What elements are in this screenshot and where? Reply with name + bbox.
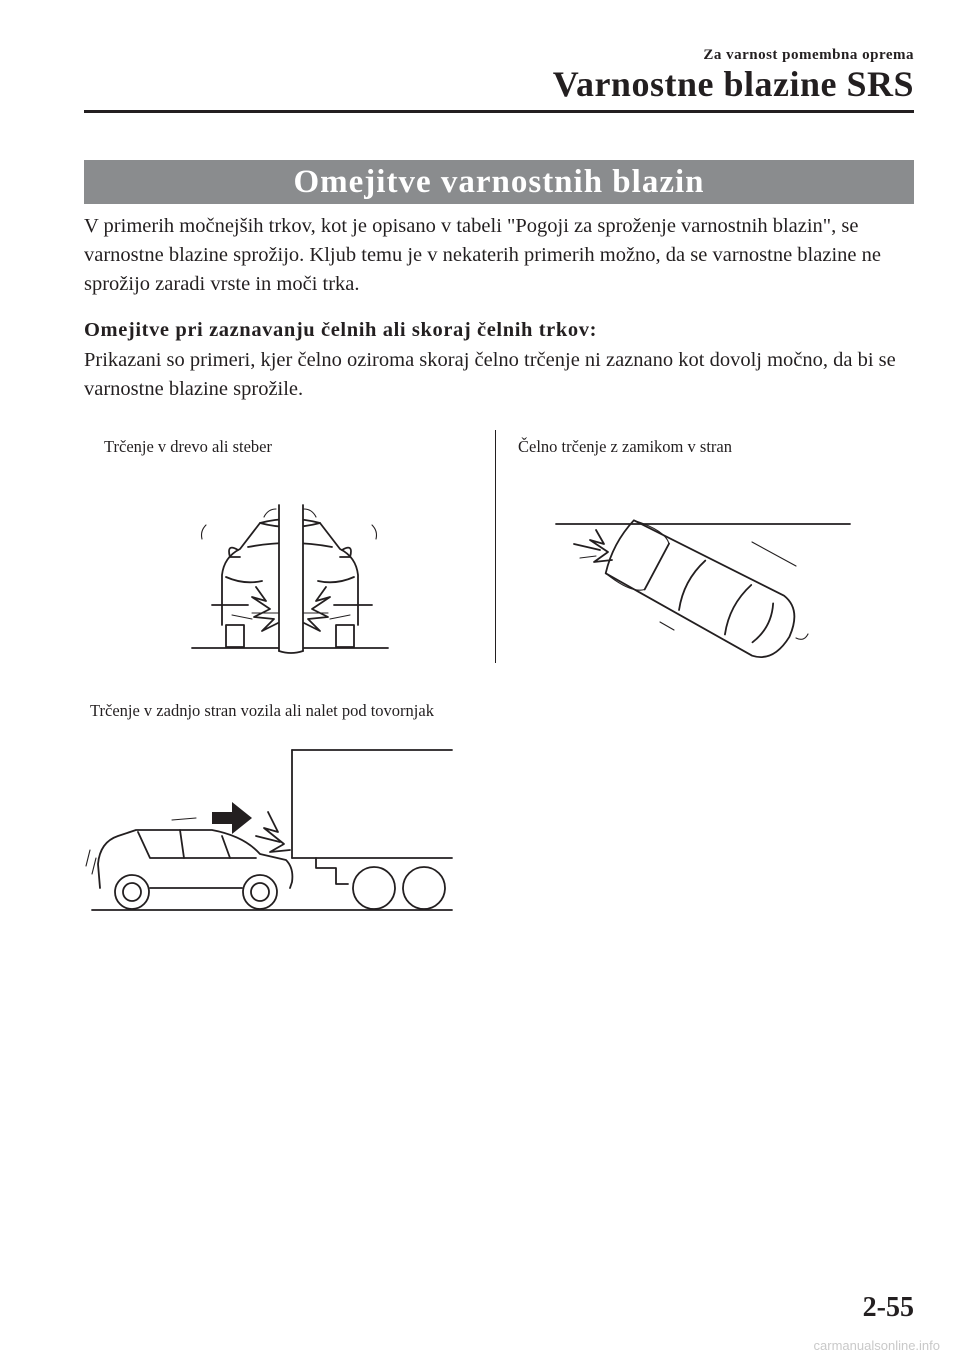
- underride-collision-illustration: [80, 746, 460, 916]
- limits-paragraph: Prikazani so primeri, kjer čelno oziroma skoraj čelno trčenje ni zaznano kot dovolj močno, da bi se varnostne blazine sprožile.: [84, 349, 896, 400]
- header-subtitle: Za varnost pomembna oprema: [703, 47, 914, 63]
- section-title: Omejitve varnostnih blazin: [84, 160, 914, 204]
- pole-collision-illustration: [192, 505, 392, 655]
- offset-collision-illustration: [556, 518, 856, 658]
- offset-caption: Čelno trčenje z zamikom v stran: [518, 437, 732, 456]
- figure-divider: [495, 430, 496, 663]
- watermark: carmanualsonline.info: [813, 1338, 940, 1353]
- limits-heading: Omejitve pri zaznavanju čelnih ali skoraj čelnih trkov:: [84, 319, 597, 341]
- header-rule: [84, 110, 914, 113]
- page-number: 2-55: [862, 1292, 914, 1323]
- pole-caption: Trčenje v drevo ali steber: [104, 437, 273, 456]
- underride-caption: Trčenje v zadnjo stran vozila ali nalet pod tovornjak: [90, 701, 434, 720]
- intro-paragraph: V primerih močnejših trkov, kot je opisano v tabeli "Pogoji za sproženje varnostnih blazin", se varnostne blazine sprožijo. Kljub temu je v nekaterih primerih možno, da se varnostne blazine ne sprožijo zaradi vrste in moči trka.: [84, 215, 881, 295]
- header-title: Varnostne blazine SRS: [552, 64, 914, 104]
